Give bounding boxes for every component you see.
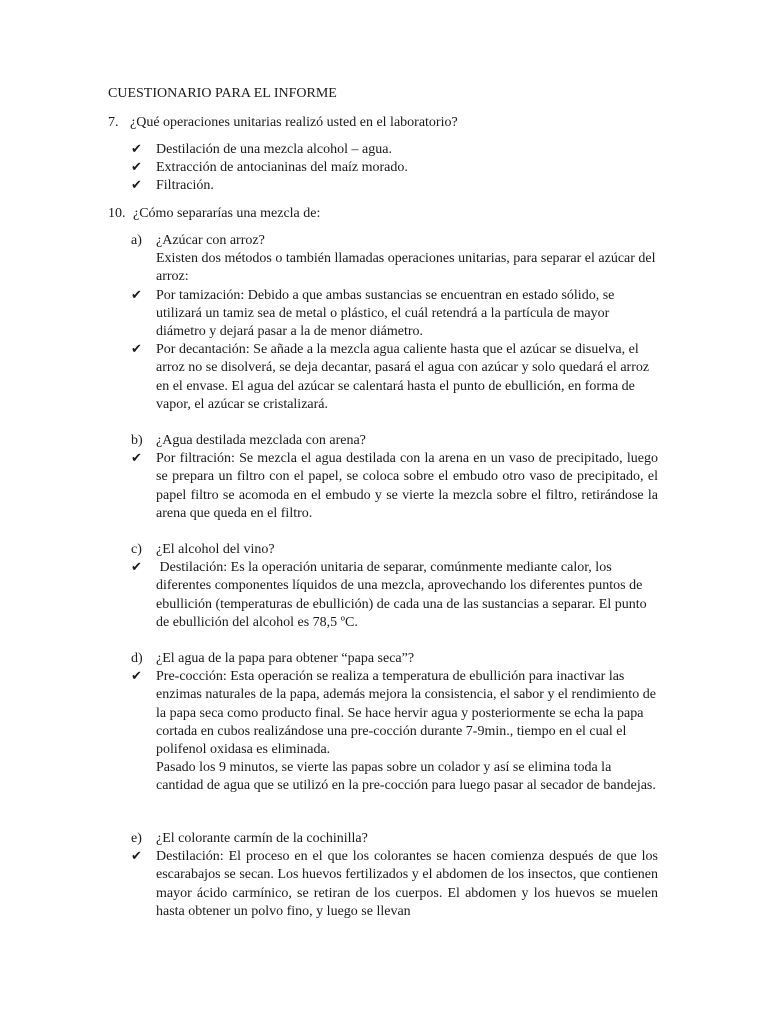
subquestion-letter: a) [131,233,142,248]
checkmark-icon: ✔ [131,142,142,157]
subquestion-letter: b) [131,433,143,448]
checkmark-icon: ✔ [131,669,142,685]
list-item: ✔ Filtración. [131,177,408,195]
checkmark-icon: ✔ [131,560,142,576]
subquestion-e [131,830,658,921]
answer-continuation: Pasado los 9 minutos, se vierte las papas sobre un colador y así se elimina toda la cantidad de agua que se utilizó en la pre-cocción para luego pasar al secador de bandejas. [156,760,656,794]
subquestion-letter: e) [131,831,142,846]
intro-text: Existen dos métodos o también llamadas operaciones unitarias, para separar el azúcar del arroz: [156,251,656,285]
answer-item: ✔ Por tamización: Debido a que ambas sustancias se encuentran en estado sólido, se utilizará un tamiz sea de metal o plástico, el cuál retendrá a la partícula de mayor diámetro y dejará pasar a la de menor diámetro. [131,287,658,342]
answer-item: ✔ Por filtración: Se mezcla el agua destilada con la arena en un vaso de precipitado, luego se prepara un filtro con el papel, se coloca sobre el embudo otro vaso de precipitado, el papel filtro se acomoda en el embudo y se vierte la mezcla sobre el filtro, retirándose la arena que queda en el filtro. [131,450,658,523]
checkmark-icon: ✔ [131,451,142,467]
subquestion-d [131,650,658,796]
checkmark-icon: ✔ [131,849,142,865]
checkmark-icon: ✔ [131,287,142,303]
subquestion-c [131,541,658,632]
answer-item: ✔ Destilación: El proceso en el que los colorantes se hacen comienza después de que los escarabajos se secan. Los huevos fertilizados y el abdomen de los insectos, que contienen mayor ácido carmínico, se retiran de los cuerpos. El abdomen y los huevos se muelen hasta obtener un polvo fino, y luego se llevan [131,848,658,921]
subquestion-text: ¿El colorante carmín de la cochinilla? [156,831,368,846]
question-10 [108,205,320,223]
subquestion-letter: c) [131,542,142,557]
question-number: 7. [108,115,119,130]
list-item: ✔ Destilación de una mezcla alcohol – agua. [131,141,408,159]
list-item: ✔ Extracción de antocianinas del maíz morado. [131,159,408,177]
subquestion-text: ¿Agua destilada mezclada con arena? [156,433,366,448]
subquestion-b [131,432,658,523]
answer-item: ✔ Por decantación: Se añade a la mezcla agua caliente hasta que el azúcar se disuelva, el arroz no se disolverá, se deja decantar, pasará el agua con azúcar y solo quedará el arroz en el envase. El agua del azúcar se calentará hasta el punto de ebullición, en forma de vapor, el azúcar se cristalizará. [131,341,658,414]
checkmark-icon: ✔ [131,178,142,194]
subquestion-letter: d) [131,651,143,666]
question-7 [108,114,458,132]
checkmark-icon: ✔ [131,342,142,358]
subquestion-text: ¿El agua de la papa para obtener “papa seca”? [156,651,415,666]
answer-item: ✔ Destilación: Es la operación unitaria de separar, comúnmente mediante calor, los diferentes componentes líquidos de una mezcla, aprovechando los diferentes puntos de ebullición (temperaturas de ebullición) de cada una de las sustancias a separar. El punto de ebullición del alcohol es 78,5 ºC. [131,559,658,632]
question-text: ¿Cómo separarías una mezcla de: [133,206,321,221]
page-title: CUESTIONARIO PARA EL INFORME [108,86,337,101]
subquestion-text: ¿Azúcar con arroz? [156,233,265,248]
subquestion-a [131,232,658,414]
subquestion-text: ¿El alcohol del vino? [156,542,275,557]
question-text: ¿Qué operaciones unitarias realizó usted en el laboratorio? [130,115,458,130]
checkmark-icon: ✔ [131,160,142,176]
question-number: 10. [108,206,126,221]
answer-item: ✔ Pre-cocción: Esta operación se realiza a temperatura de ebullición para inactivar las enzimas naturales de la papa, además mejora la consistencia, el sabor y el rendimiento de la papa seca como producto final. Se hace hervir agua y posteriormente se echa la papa cortada en cubos realizándose una pre-cocción durante 7-9min., tiempo en el cual el polifenol oxidasa es eliminada. [131,668,658,759]
operations-list [131,141,408,196]
